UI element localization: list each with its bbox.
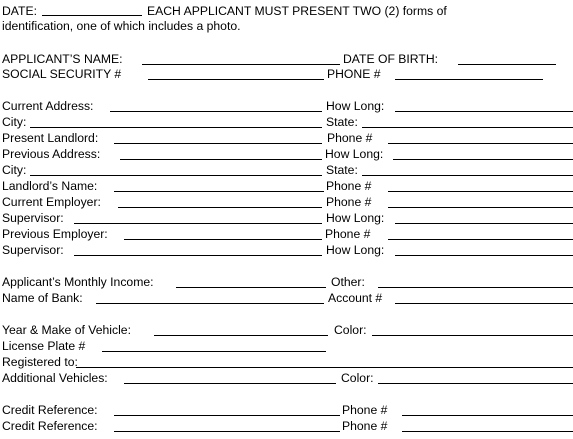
phone-label: PHONE # [327,67,381,81]
landlord-phone-field[interactable] [388,143,573,144]
dob-label: DATE OF BIRTH: [343,52,439,66]
vehicle-row [2,323,573,338]
how-long-field[interactable] [393,159,573,160]
registered-to-label: Registered to: [2,355,78,369]
landlord-name-row [2,179,573,194]
landlord-phone-field[interactable] [388,191,573,192]
bank-row [2,291,573,306]
additional-vehicles-label: Additional Vehicles: [2,371,108,385]
notice-line-1: EACH APPLICANT MUST PRESENT TWO (2) forms of [147,4,447,18]
color-field[interactable] [378,383,573,384]
additional-vehicles-row [2,371,573,386]
vehicle-field[interactable] [154,335,328,336]
registered-to-field[interactable] [76,367,573,368]
current-employer-label: Current Employer: [2,195,101,209]
credit-reference-row [2,403,573,418]
credit-reference-field[interactable] [114,431,340,432]
how-long-field[interactable] [395,111,573,112]
city-label: City: [2,115,27,129]
monthly-income-row [2,275,573,290]
date-label: DATE: [2,4,37,18]
previous-employer-field[interactable] [124,239,322,240]
bank-name-label: Name of Bank: [2,291,83,305]
bank-name-field[interactable] [96,303,324,304]
how-long-field[interactable] [395,255,573,256]
employer-phone-field[interactable] [388,207,573,208]
how-long-label: How Long: [326,99,385,113]
credit-reference-field[interactable] [114,415,340,416]
supervisor-field[interactable] [74,255,322,256]
present-landlord-label: Present Landlord: [2,131,99,145]
employer-phone-label: Phone # [326,195,372,209]
ssn-label: SOCIAL SECURITY # [2,67,122,81]
color-field[interactable] [372,335,573,336]
supervisor-label: Supervisor: [2,243,64,257]
date-field[interactable] [42,15,142,16]
previous-employer-row [2,227,573,242]
landlord-name-field[interactable] [114,191,324,192]
applicant-name-row [2,52,573,67]
landlord-phone-label: Phone # [326,179,372,193]
credit-phone-field[interactable] [402,415,573,416]
city-label: City: [2,163,27,177]
other-field[interactable] [378,287,573,288]
previous-address-row [2,147,573,162]
phone-field[interactable] [395,79,543,80]
vehicle-label: Year & Make of Vehicle: [2,323,131,337]
applicant-name-field[interactable] [142,64,340,65]
city-field[interactable] [30,175,322,176]
other-label: Other: [331,275,365,289]
previous-employer-label: Previous Employer: [2,227,108,241]
present-landlord-field[interactable] [114,143,322,144]
license-plate-field[interactable] [102,351,326,352]
account-label: Account # [328,291,383,305]
landlord-name-label: Landlord’s Name: [2,179,98,193]
current-address-label: Current Address: [2,99,94,113]
how-long-label: How Long: [325,147,384,161]
present-landlord-row [2,131,573,146]
additional-vehicles-field[interactable] [124,383,336,384]
dob-field[interactable] [458,64,556,65]
state-field[interactable] [362,175,573,176]
previous-address-label: Previous Address: [2,147,101,161]
applicant-name-label: APPLICANT’S NAME: [2,52,123,66]
current-address-field[interactable] [110,111,322,112]
state-field[interactable] [362,127,573,128]
credit-phone-field[interactable] [402,431,573,432]
notice-line-2: identification, one of which includes a photo. [2,19,241,33]
supervisor-row [2,243,573,258]
license-plate-row [2,339,573,354]
how-long-label: How Long: [326,211,385,225]
employer-phone-field[interactable] [388,239,573,240]
current-employer-row [2,195,573,210]
current-employer-field[interactable] [118,207,322,208]
ssn-row [2,67,573,82]
credit-phone-label: Phone # [342,403,388,417]
previous-address-field[interactable] [120,159,322,160]
landlord-phone-label: Phone # [327,131,373,145]
supervisor-label: Supervisor: [2,211,64,225]
credit-reference-label: Credit Reference: [2,419,98,433]
credit-phone-label: Phone # [342,419,388,433]
employer-phone-label: Phone # [325,227,371,241]
monthly-income-label: Applicant’s Monthly Income: [2,275,154,289]
color-label: Color: [341,371,374,385]
city-row [2,115,573,130]
supervisor-row [2,211,573,226]
license-plate-label: License Plate # [2,339,86,353]
city-field[interactable] [30,127,322,128]
credit-reference-row [2,419,573,434]
how-long-label: How Long: [326,243,385,257]
color-label: Color: [334,323,367,337]
account-field[interactable] [395,303,573,304]
credit-reference-label: Credit Reference: [2,403,98,417]
registered-to-row [2,355,573,370]
state-label: State: [326,115,358,129]
header-line-1 [2,3,37,19]
ssn-field[interactable] [148,79,324,80]
city-row [2,163,573,178]
how-long-field[interactable] [395,223,573,224]
current-address-row [2,99,573,114]
supervisor-field[interactable] [74,223,322,224]
monthly-income-field[interactable] [176,287,326,288]
state-label: State: [326,163,358,177]
